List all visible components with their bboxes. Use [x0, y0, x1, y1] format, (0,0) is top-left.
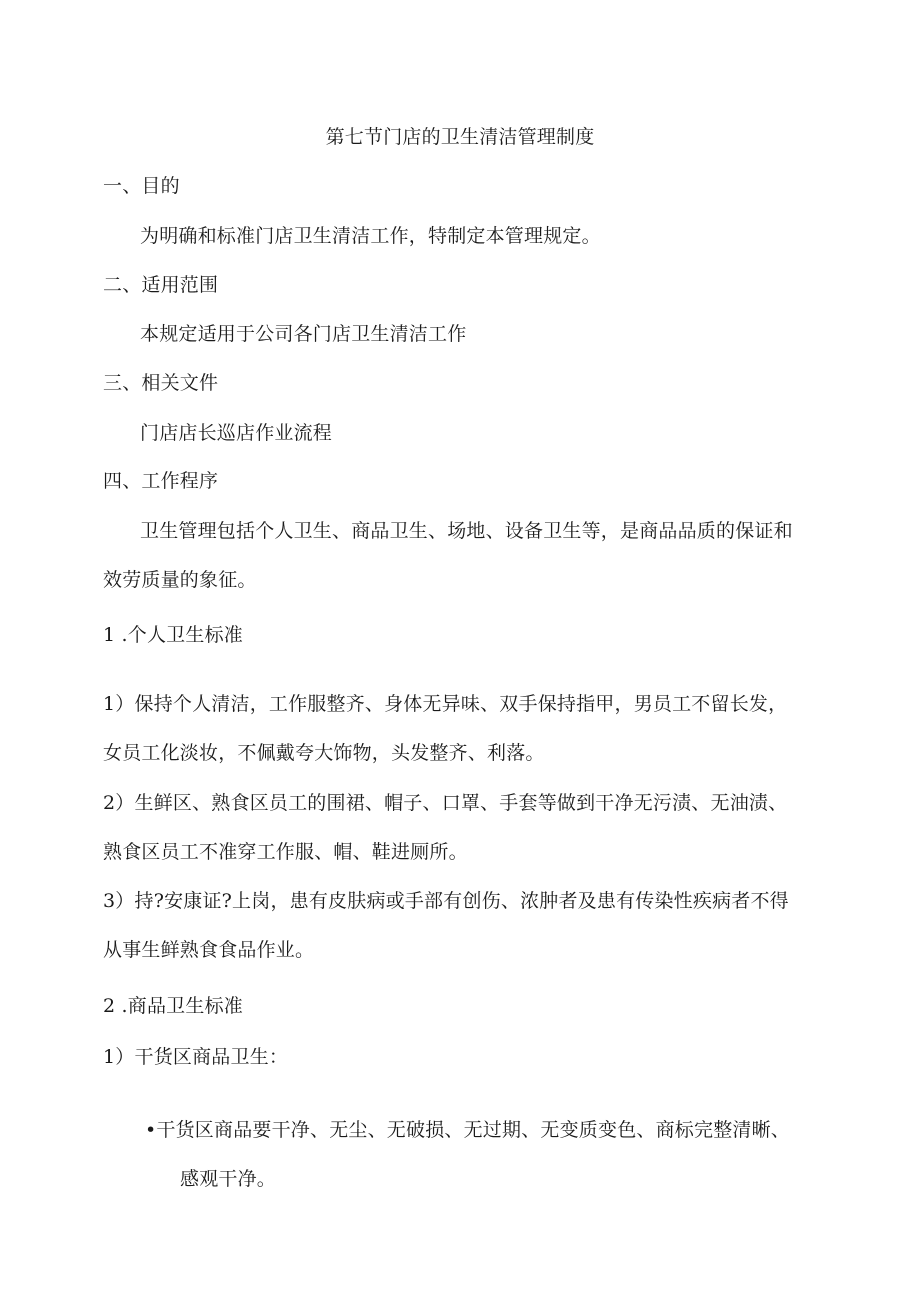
personal-item3-line1: 3）持?安康证?上岗，患有皮肤病或手部有创伤、浓肿者及患有传染性疾病者不得 [103, 890, 789, 912]
section-text-procedure-line1: 卫生管理包括个人卫生、商品卫生、场地、设备卫生等，是商品品质的保证和 [140, 520, 793, 542]
personal-item2-line2: 熟食区员工不准穿工作服、帽、鞋进厕所。 [103, 841, 468, 863]
section-text-purpose: 为明确和标准门店卫生清洁工作，特制定本管理规定。 [140, 225, 601, 247]
personal-item1-line1: 1）保持个人清洁，工作服整齐、身体无异味、双手保持指甲，男员工不留长发， [103, 693, 788, 715]
section-text-scope: 本规定适用于公司各门店卫生清洁工作 [140, 323, 467, 345]
section-heading-purpose: 一、目的 [103, 175, 180, 197]
section-heading-related-docs: 三、相关文件 [103, 372, 219, 394]
personal-item3-line2: 从事生鲜熟食食品作业。 [103, 939, 315, 961]
section-text-related-docs: 门店店长巡店作业流程 [140, 422, 333, 444]
goods-sub1: 1）干货区商品卫生： [103, 1046, 289, 1068]
goods-bullet1-line2: 感观干净。 [180, 1168, 277, 1190]
personal-hygiene-heading: 1 .个人卫生标准 [103, 624, 243, 646]
goods-hygiene-heading: 2 .商品卫生标准 [103, 995, 243, 1017]
section-text-procedure-line2: 效劳质量的象征。 [103, 569, 257, 591]
personal-item1-line2: 女员工化淡妆，不佩戴夸大饰物，头发整齐、利落。 [103, 742, 545, 764]
section-heading-procedure: 四、工作程序 [103, 470, 219, 492]
document-title: 第七节门店的卫生清洁管理制度 [325, 126, 595, 148]
section-heading-scope: 二、适用范围 [103, 274, 219, 296]
goods-bullet1-line1: •干货区商品要干净、无尘、无破损、无过期、无变质变色、商标完整清晰、 [145, 1119, 791, 1141]
personal-item2-line1: 2）生鲜区、熟食区员工的围裙、帽子、口罩、手套等做到干净无污渍、无油渍、 [103, 792, 788, 814]
